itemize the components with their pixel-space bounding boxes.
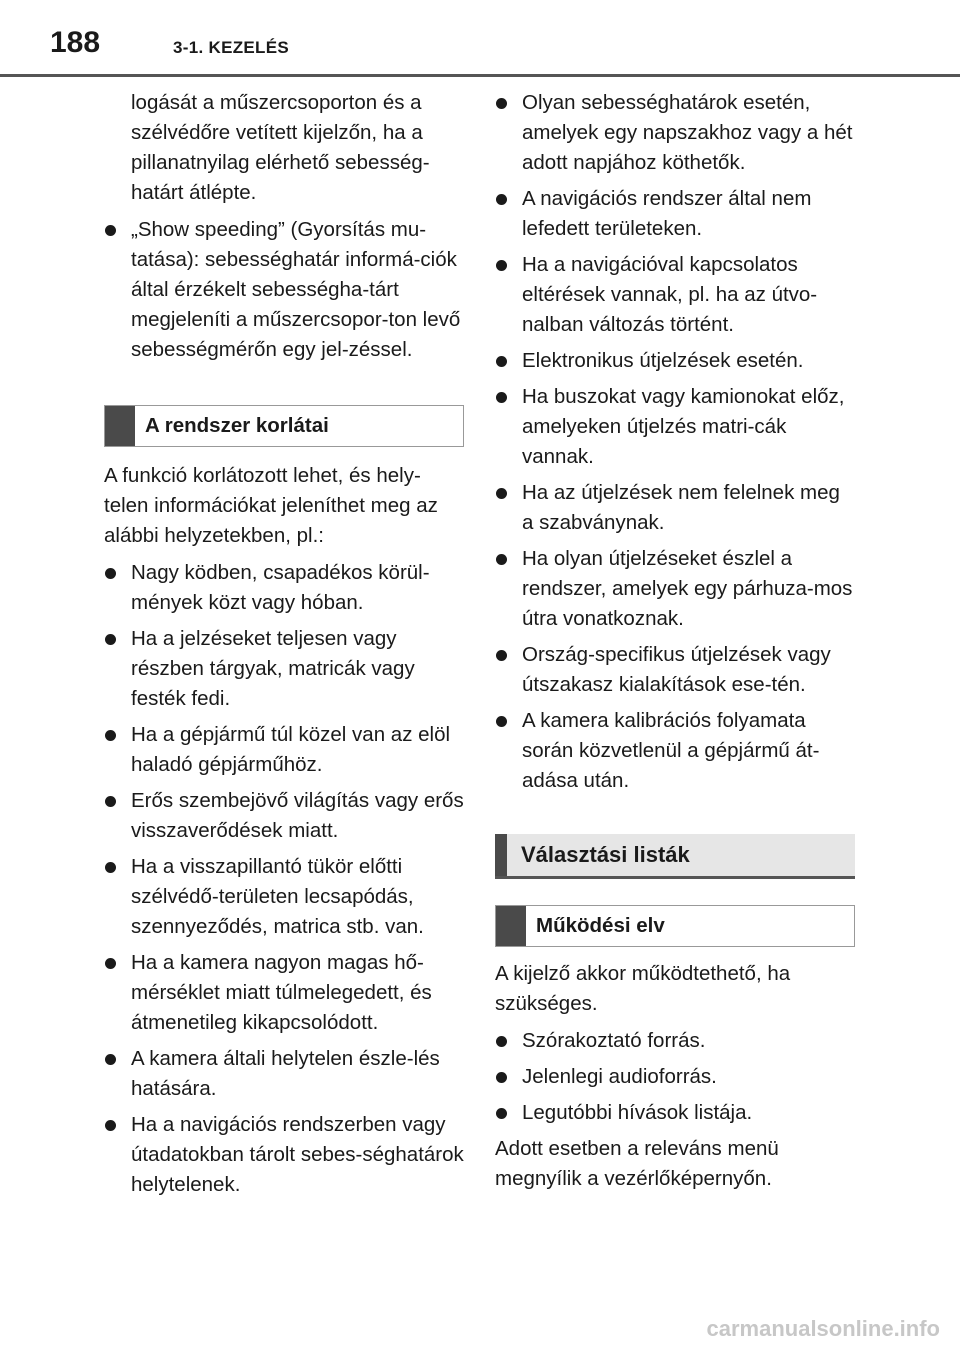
watermark: carmanualsonline.info bbox=[706, 1316, 940, 1341]
bullet-dot-icon bbox=[105, 1120, 116, 1131]
bullet-dot-icon bbox=[105, 730, 116, 741]
bullet-text: A kamera általi helytelen észle-lés hatására. bbox=[131, 1047, 440, 1100]
bullet-item bbox=[104, 1044, 464, 1104]
bullet-dot-icon bbox=[105, 225, 116, 236]
bullet-item bbox=[495, 1026, 855, 1056]
display-intro: A kijelző akkor működtethető, ha szükséges. bbox=[495, 962, 791, 1015]
bullet-text: Olyan sebességhatárok esetén, amelyek egy napszakhoz vagy a hét adott napjához köthetők. bbox=[522, 91, 853, 174]
bullet-text: Ha a gépjármű túl közel van az elöl haladó gépjárműhöz. bbox=[131, 723, 451, 776]
bullet-item bbox=[495, 640, 855, 700]
bullet-text: A kamera kalibrációs folyamata során közvetlenül a gépjármű át-adása után. bbox=[522, 709, 820, 792]
limits-intro: A funkció korlátozott lehet, és hely-telen információkat jeleníthet meg az alábbi helyzetekben, pl.: bbox=[104, 464, 438, 547]
bullet-item bbox=[104, 215, 464, 365]
bullet-dot-icon bbox=[496, 194, 507, 205]
bullet-text: Ha a jelzéseket teljesen vagy részben tárgyak, matricák vagy festék fedi. bbox=[131, 627, 415, 710]
bullet-text: Elektronikus útjelzések esetén. bbox=[522, 349, 804, 372]
subheading-title: Működési elv bbox=[536, 914, 665, 937]
bullet-item bbox=[495, 706, 855, 796]
bullet-dot-icon bbox=[496, 356, 507, 367]
bullet-item bbox=[495, 1062, 855, 1092]
bullet-text: „Show speeding” (Gyorsítás mu-tatása): sebességhatár informá-ciók által érzékelt sebességha-tárt megjeleníti a műszercsopor-ton levő sebességmérőn egy jel-zéssel. bbox=[131, 218, 461, 361]
bullet-item bbox=[495, 250, 855, 340]
bullet-item bbox=[104, 558, 464, 618]
bullet-item bbox=[104, 720, 464, 780]
bullet-dot-icon bbox=[496, 554, 507, 565]
bullet-dot-icon bbox=[496, 716, 507, 727]
section-heading-bar bbox=[495, 834, 507, 876]
subheading-box bbox=[104, 405, 464, 447]
bullet-text: Szórakoztató forrás. bbox=[522, 1029, 706, 1052]
bullet-dot-icon bbox=[496, 488, 507, 499]
bullet-text: A navigációs rendszer által nem lefedett területeken. bbox=[522, 187, 812, 240]
bullet-item bbox=[495, 1098, 855, 1128]
left-column bbox=[104, 88, 464, 1206]
bullet-text: Ha a navigációval kapcsolatos eltérések vannak, pl. ha az útvo-nalban változás történt. bbox=[522, 253, 818, 336]
bullet-dot-icon bbox=[105, 862, 116, 873]
bullet-item bbox=[495, 544, 855, 634]
bullet-dot-icon bbox=[105, 634, 116, 645]
bullet-dot-icon bbox=[496, 1036, 507, 1047]
bullet-dot-icon bbox=[105, 796, 116, 807]
bullet-dot-icon bbox=[496, 1072, 507, 1083]
section-heading bbox=[495, 834, 855, 879]
bullet-dot-icon bbox=[105, 1054, 116, 1065]
bullet-text: Ha buszokat vagy kamionokat előz, amelyeken útjelzés matri-cák vannak. bbox=[522, 385, 845, 468]
bullet-dot-icon bbox=[496, 392, 507, 403]
bullet-text: Erős szembejövő világítás vagy erős visszaverődések miatt. bbox=[131, 789, 464, 842]
bullet-text: Ha az útjelzések nem felelnek meg a szabványnak. bbox=[522, 481, 840, 534]
bullet-item bbox=[104, 786, 464, 846]
subheading-box bbox=[495, 905, 855, 947]
bullet-dot-icon bbox=[496, 260, 507, 271]
bullet-dot-icon bbox=[496, 98, 507, 109]
bullet-item bbox=[104, 852, 464, 942]
subheading-bar bbox=[105, 406, 135, 446]
bullet-item bbox=[495, 478, 855, 538]
bullet-text: Jelenlegi audioforrás. bbox=[522, 1065, 717, 1088]
bullet-dot-icon bbox=[105, 568, 116, 579]
section-title: 3-1. KEZELÉS bbox=[173, 38, 290, 57]
right-column bbox=[495, 88, 855, 1201]
bullet-text: Ha a visszapillantó tükör előtti szélvédő-területen lecsapódás, szennyeződés, matrica stb. van. bbox=[131, 855, 424, 938]
bullet-item bbox=[495, 88, 855, 178]
bullet-text: Nagy ködben, csapadékos körül-mények közt vagy hóban. bbox=[131, 561, 430, 614]
page-number: 188 bbox=[50, 26, 101, 59]
bullet-item bbox=[495, 382, 855, 472]
page-header bbox=[0, 0, 960, 78]
header-rule bbox=[0, 74, 960, 77]
bullet-item bbox=[495, 346, 855, 376]
bullet-dot-icon bbox=[496, 650, 507, 661]
subheading-bar bbox=[496, 906, 526, 946]
section-heading-title: Választási listák bbox=[521, 842, 690, 867]
bullet-text: Legutóbbi hívások listája. bbox=[522, 1101, 753, 1124]
bullet-text: Ha a kamera nagyon magas hő-mérséklet miatt túlmelegedett, és átmenetileg kikapcsolódott. bbox=[131, 951, 432, 1034]
bullet-item bbox=[104, 1110, 464, 1200]
bullet-text: Ország-specifikus útjelzések vagy útszakasz kialakítások ese-tén. bbox=[522, 643, 831, 696]
bullet-dot-icon bbox=[105, 958, 116, 969]
bullet-text: Ha olyan útjelzéseket észlel a rendszer, amelyek egy párhuza-mos útra vonatkoznak. bbox=[522, 547, 853, 630]
subheading-title: A rendszer korlátai bbox=[145, 414, 329, 437]
continued-text: logását a műszercsoporton és a szélvédőre vetített kijelzőn, ha a pillanatnyilag elérhető sebesség-határt átlépte. bbox=[131, 91, 430, 204]
outro-text: Adott esetben a releváns menü megnyílik a vezérlőképernyőn. bbox=[495, 1137, 779, 1190]
bullet-item bbox=[495, 184, 855, 244]
bullet-text: Ha a navigációs rendszerben vagy útadatokban tárolt sebes-séghatárok helytelenek. bbox=[131, 1113, 464, 1196]
bullet-item bbox=[104, 624, 464, 714]
bullet-dot-icon bbox=[496, 1108, 507, 1119]
bullet-item bbox=[104, 948, 464, 1038]
